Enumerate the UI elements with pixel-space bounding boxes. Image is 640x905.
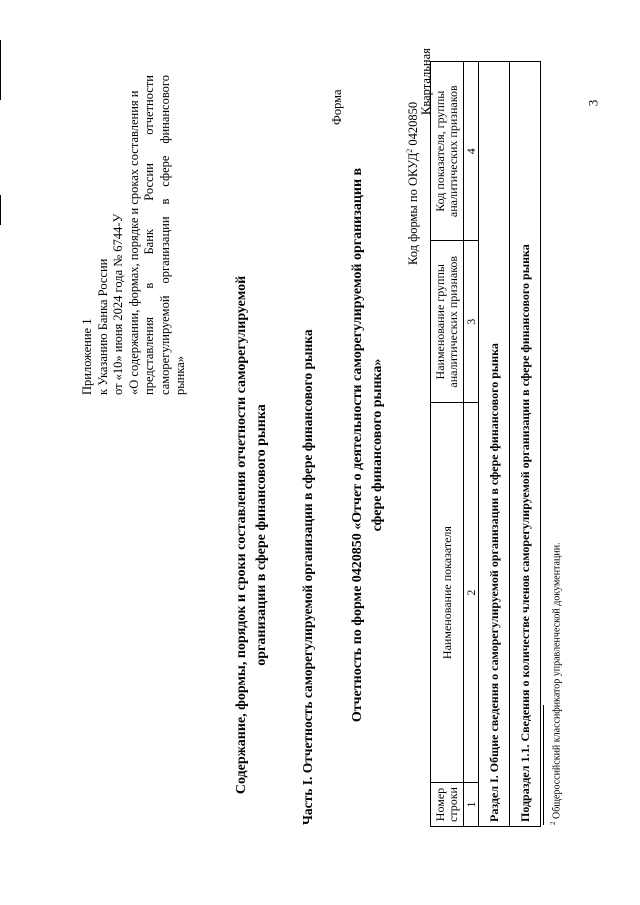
appendix-line: рынка» — [173, 355, 187, 395]
header-cell: Номер строки — [431, 783, 464, 827]
footnote-text: Общероссийский классификатор управленческой документации. — [551, 542, 563, 819]
footnote-mark: 2 — [549, 821, 557, 825]
header-cell: Наименование группы аналитических признаков — [431, 241, 464, 403]
okud-footnote-mark: 2 — [405, 148, 414, 153]
appendix-line: Приложение 1 — [80, 318, 94, 395]
document-title: Содержание, формы, порядок и сроки составления отчетности саморегулируемой организации в сфере финансового рынка — [234, 275, 269, 795]
appendix-block — [80, 75, 189, 395]
number-cell: 4 — [464, 62, 479, 241]
forma-label: Форма — [330, 89, 344, 125]
appendix-line: к Указанию Банка России — [95, 258, 110, 395]
appendix-line: представления в Банк России отчетности — [142, 75, 156, 395]
page-number: 3 — [585, 99, 601, 107]
number-cell: 3 — [464, 241, 479, 403]
okud-value: 0420850 — [406, 101, 421, 146]
number-cell: 2 — [464, 403, 479, 783]
number-cell: 1 — [464, 783, 479, 827]
table-header-row — [431, 62, 464, 827]
header-cell: Наименование показателя — [431, 403, 464, 783]
report-table — [430, 61, 541, 827]
table-section-row — [479, 62, 510, 827]
table-number-row — [464, 62, 479, 827]
appendix-line: саморегулируемой организации в сфере финансового — [157, 75, 172, 395]
okud-prefix: Код формы по ОКУД — [406, 152, 421, 265]
footnote-rule — [543, 705, 544, 825]
header-cell: Код показателя, группы аналитических признаков — [431, 62, 464, 241]
table-subsection-row — [510, 62, 541, 827]
report-title: Отчетность по форме 0420850 «Отчет о деятельности саморегулируемой организации в сфере финансового рынка» — [350, 167, 385, 723]
appendix-line: «О содержании, формах, порядке и сроках составления и — [126, 90, 141, 395]
subsection-cell: Подраздел 1.1. Сведения о количестве членов саморегулируемой организации в сфере финансового рынка — [510, 62, 541, 827]
period-label: Квартальная — [419, 48, 433, 115]
section-cell: Раздел I. Общие сведения о саморегулируемой организации в сфере финансового рынка — [479, 62, 510, 827]
part-title: Часть I. Отчетность саморегулируемой организации в сфере финансового рынка — [300, 329, 315, 825]
okud-code — [405, 102, 421, 265]
footnote — [549, 542, 562, 825]
appendix-line: от «10» июня 2024 года № 6744-У — [111, 213, 125, 395]
